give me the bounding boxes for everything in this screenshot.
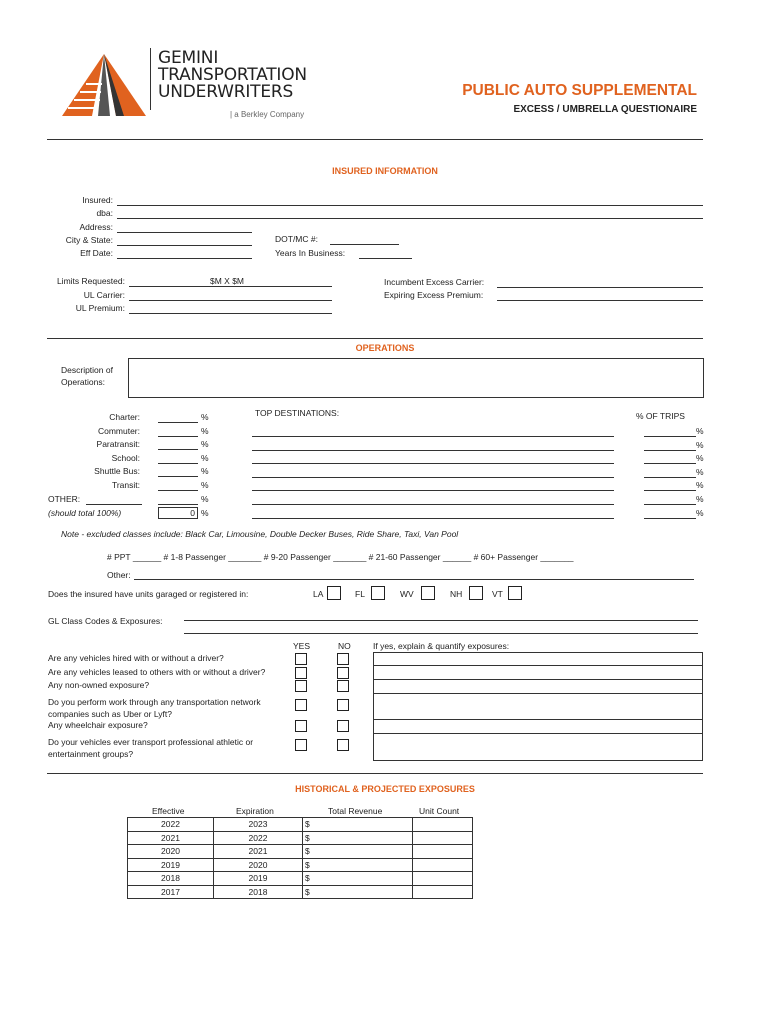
limits-field[interactable]	[129, 286, 332, 287]
destination-field[interactable]	[252, 518, 614, 519]
section-title-operations: OPERATIONS	[355, 343, 415, 353]
header-divider	[47, 139, 703, 140]
trip-pct-field[interactable]	[644, 490, 696, 491]
state-label-fl: FL	[355, 589, 365, 599]
category-pct-symbol: %	[201, 439, 209, 450]
total-value: 0	[190, 508, 195, 518]
address-label: Address:	[79, 222, 113, 232]
category-pct-symbol: %	[201, 466, 209, 477]
top-destinations-label: TOP DESTINATIONS:	[255, 408, 340, 418]
yes-checkbox[interactable]	[295, 653, 307, 665]
ul-premium-field[interactable]	[129, 313, 332, 314]
other-name-field[interactable]	[86, 504, 142, 505]
category-label: Transit:	[111, 480, 140, 490]
trip-pct-symbol: %	[696, 480, 704, 491]
unit-count-line[interactable]: # PPT ______ # 1-8 Passenger _______ # 9-20 Passenger _______ # 21-60 Passenger ______ # 60+ Passenger _______	[107, 552, 574, 562]
address-field[interactable]	[117, 232, 252, 233]
explain-label: If yes, explain & quantify exposures:	[373, 641, 510, 651]
insured-field[interactable]	[117, 205, 703, 206]
category-pct-symbol: %	[201, 452, 209, 463]
category-pct-symbol: %	[201, 425, 209, 436]
effective-cell: 2022	[128, 818, 214, 832]
section-title-historical: HISTORICAL & PROJECTED EXPOSURES	[295, 784, 475, 794]
table-row	[128, 872, 473, 886]
question-text: Do you perform work through any transportation network	[48, 697, 261, 707]
category-pct-field[interactable]	[158, 490, 198, 491]
explain-field[interactable]	[373, 652, 703, 666]
excluded-classes-note: Note - excluded classes include: Black Car, Limousine, Double Decker Buses, Ride Share, Taxi, Van Pool	[61, 529, 459, 539]
historical-table	[127, 817, 473, 899]
incumbent-field[interactable]	[497, 287, 703, 288]
destination-field[interactable]	[252, 436, 614, 437]
garaged-question: Does the insured have units garaged or registered in:	[48, 589, 249, 599]
no-checkbox[interactable]	[337, 667, 349, 679]
unit-count-cell[interactable]	[413, 845, 473, 859]
dot-mc-field[interactable]	[330, 244, 399, 245]
table-row	[128, 818, 473, 832]
yes-checkbox[interactable]	[295, 739, 307, 751]
question-text-cont: entertainment groups?	[48, 749, 134, 759]
description-label-2: Operations:	[61, 377, 105, 387]
no-checkbox[interactable]	[337, 739, 349, 751]
trip-pct-symbol: %	[696, 494, 704, 504]
category-pct-symbol: %	[201, 412, 209, 422]
table-row	[128, 831, 473, 845]
logo-line-3: UNDERWRITERS	[158, 82, 294, 102]
trip-pct-field[interactable]	[644, 477, 696, 478]
unit-count-cell[interactable]	[413, 858, 473, 872]
other-pct-field[interactable]	[158, 504, 198, 505]
trip-pct-symbol: %	[696, 453, 704, 464]
other-units-field[interactable]	[134, 579, 694, 580]
gl-class-field-1[interactable]	[184, 620, 698, 621]
destination-field[interactable]	[252, 504, 614, 505]
ul-carrier-label: UL Carrier:	[83, 290, 125, 300]
effective-cell: 2018	[128, 872, 214, 886]
trip-pct-field[interactable]	[644, 450, 696, 451]
effective-cell: 2019	[128, 858, 214, 872]
trip-pct-field[interactable]	[644, 436, 696, 437]
state-checkbox-nh[interactable]	[469, 586, 483, 600]
state-label-nh: NH	[450, 589, 463, 599]
years-field[interactable]	[359, 258, 412, 259]
expiring-field[interactable]	[497, 300, 703, 301]
other-pct-symbol: %	[201, 494, 209, 504]
insured-label: Insured:	[82, 195, 113, 205]
city-state-field[interactable]	[117, 245, 252, 246]
dba-label: dba:	[96, 208, 113, 218]
expiration-cell: 2023	[214, 818, 303, 832]
ul-premium-label: UL Premium:	[75, 303, 125, 313]
explain-field[interactable]	[373, 733, 703, 761]
trip-pct-symbol: %	[696, 439, 704, 450]
total-pct-symbol: %	[201, 508, 209, 518]
question-text: Do your vehicles ever transport professional athletic or	[48, 737, 254, 747]
explain-field[interactable]	[373, 679, 703, 694]
ul-carrier-field[interactable]	[129, 300, 332, 301]
logo-divider	[150, 48, 151, 110]
state-label-wv: WV	[400, 589, 414, 599]
unit-count-cell[interactable]	[413, 872, 473, 886]
trip-pct-field[interactable]	[644, 463, 696, 464]
years-label: Years In Business:	[275, 248, 346, 258]
page-title: PUBLIC AUTO SUPPLEMENTAL	[462, 82, 697, 99]
expiration-cell: 2018	[214, 885, 303, 899]
trip-pct-field[interactable]	[644, 504, 696, 505]
no-checkbox[interactable]	[337, 720, 349, 732]
revenue-cell[interactable]: $	[303, 885, 413, 899]
eff-date-label: Eff Date:	[80, 248, 113, 258]
table-row	[128, 845, 473, 859]
trip-pct-symbol: %	[696, 426, 704, 436]
other-units-label: Other:	[107, 570, 131, 580]
destination-field[interactable]	[252, 477, 614, 478]
logo-line-1: GEMINI	[158, 48, 219, 68]
no-checkbox[interactable]	[337, 699, 349, 711]
state-checkbox-vt[interactable]	[508, 586, 522, 600]
incumbent-label: Incumbent Excess Carrier:	[384, 277, 485, 287]
explain-field[interactable]	[373, 719, 703, 734]
logo-text	[158, 50, 307, 101]
state-checkbox-fl[interactable]	[371, 586, 385, 600]
revenue-cell[interactable]: $	[303, 831, 413, 845]
unit-count-cell[interactable]	[413, 885, 473, 899]
no-checkbox[interactable]	[337, 653, 349, 665]
eff-date-field[interactable]	[117, 258, 252, 259]
state-label-vt: VT	[492, 589, 503, 599]
col-effective: Effective	[152, 806, 185, 816]
state-checkbox-la[interactable]	[327, 586, 341, 600]
category-label: School:	[111, 452, 140, 463]
question-text: Are any vehicles leased to others with or without a driver?	[48, 667, 266, 677]
category-label: Commuter:	[97, 425, 140, 436]
category-label: Paratransit:	[96, 439, 140, 450]
yes-checkbox[interactable]	[295, 720, 307, 732]
category-label: Shuttle Bus:	[94, 466, 140, 477]
explain-field[interactable]	[373, 665, 703, 680]
logo-line-2: TRANSPORTATION	[158, 65, 307, 85]
col-units: Unit Count	[419, 806, 460, 816]
yes-checkbox[interactable]	[295, 667, 307, 679]
limits-label: Limits Requested:	[56, 276, 125, 286]
col-revenue: Total Revenue	[328, 806, 383, 816]
question-text-cont: companies such as Uber or Lyft?	[48, 709, 172, 719]
page-subtitle: EXCESS / UMBRELLA QUESTIONAIRE	[513, 104, 697, 115]
category-pct-field[interactable]	[158, 449, 198, 450]
dot-mc-label: DOT/MC #:	[275, 234, 318, 244]
category-pct-field[interactable]	[158, 463, 198, 464]
state-checkbox-wv[interactable]	[421, 586, 435, 600]
section-title-insured: INSURED INFORMATION	[332, 166, 438, 176]
expiration-cell: 2021	[214, 845, 303, 859]
table-row	[128, 858, 473, 872]
historical-divider	[47, 773, 703, 774]
explain-field[interactable]	[373, 693, 703, 720]
no-checkbox[interactable]	[337, 680, 349, 692]
pct-trips-label: % OF TRIPS	[636, 411, 685, 421]
category-pct-symbol: %	[201, 480, 209, 490]
yes-column-label: YES	[293, 641, 311, 651]
question-text: Any non-owned exposure?	[48, 680, 150, 690]
category-label: Charter:	[109, 412, 140, 422]
operations-divider	[47, 338, 703, 339]
destination-field[interactable]	[252, 450, 614, 451]
category-pct-field[interactable]	[158, 476, 198, 477]
logo-tagline: | a Berkley Company	[230, 110, 305, 119]
category-pct-field[interactable]	[158, 436, 198, 437]
other-label: OTHER:	[48, 494, 81, 504]
expiring-label: Expiring Excess Premium:	[384, 290, 484, 300]
trip-pct-symbol: %	[696, 507, 704, 518]
limits-value[interactable]: $M X $M	[210, 276, 245, 286]
destination-field[interactable]	[252, 490, 614, 491]
unit-count-cell[interactable]	[413, 831, 473, 845]
description-textarea[interactable]	[128, 358, 704, 398]
expiration-cell: 2019	[214, 872, 303, 886]
revenue-cell[interactable]: $	[303, 872, 413, 886]
trip-pct-field[interactable]	[644, 518, 696, 519]
revenue-cell[interactable]: $	[303, 845, 413, 859]
trip-pct-symbol: %	[696, 466, 704, 477]
city-state-label: City & State:	[65, 235, 113, 245]
gl-class-label: GL Class Codes & Exposures:	[48, 616, 163, 626]
question-text: Any wheelchair exposure?	[48, 720, 148, 730]
company-logo-icon	[58, 50, 150, 120]
effective-cell: 2021	[128, 831, 214, 845]
effective-cell: 2017	[128, 885, 214, 899]
table-row	[128, 885, 473, 899]
revenue-cell[interactable]: $	[303, 818, 413, 832]
description-label-1: Description of	[61, 365, 113, 375]
category-pct-field[interactable]	[158, 422, 198, 423]
yes-checkbox[interactable]	[295, 699, 307, 711]
total-label: (should total 100%)	[48, 508, 122, 518]
unit-count-cell[interactable]	[413, 818, 473, 832]
destination-field[interactable]	[252, 463, 614, 464]
expiration-cell: 2022	[214, 831, 303, 845]
state-label-la: LA	[313, 589, 324, 599]
dba-field[interactable]	[117, 218, 703, 219]
yes-checkbox[interactable]	[295, 680, 307, 692]
col-expiration: Expiration	[236, 806, 274, 816]
revenue-cell[interactable]: $	[303, 858, 413, 872]
question-text: Are any vehicles hired with or without a driver?	[48, 653, 224, 663]
effective-cell: 2020	[128, 845, 214, 859]
gl-class-field-2[interactable]	[184, 633, 698, 634]
no-column-label: NO	[338, 641, 351, 651]
expiration-cell: 2020	[214, 858, 303, 872]
